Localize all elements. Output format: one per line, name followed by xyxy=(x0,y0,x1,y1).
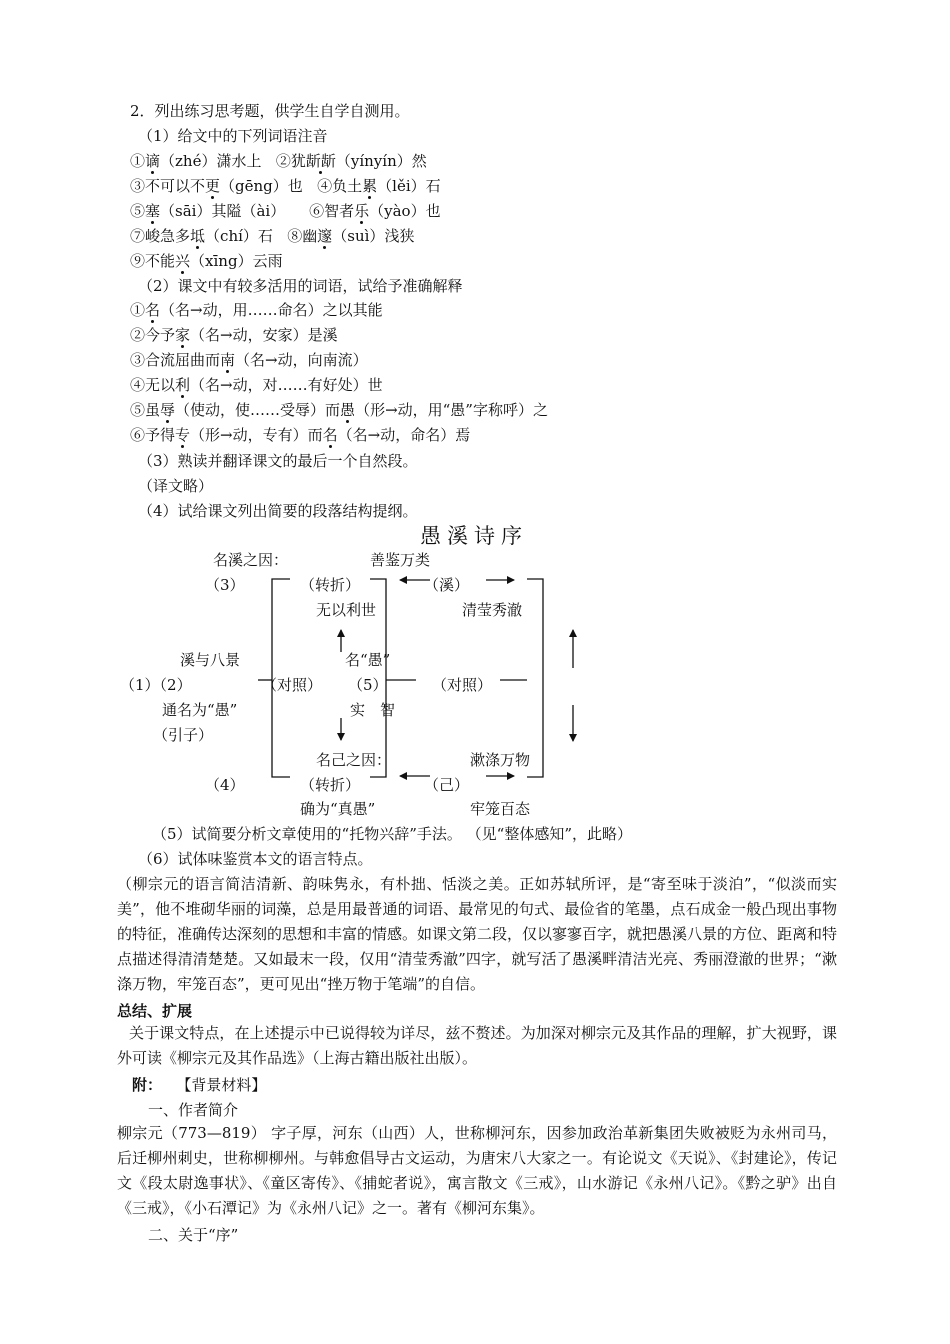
label-contrast-left: （对照） xyxy=(262,676,323,694)
pinyin-line-5: ⑨不能兴（xīng）云雨 xyxy=(130,252,283,270)
question-2-heading: 2．列出练习思考题，供学生自学自测用。 xyxy=(130,102,410,120)
label-turn-top: （转折） xyxy=(300,576,361,594)
usage-line-6: ⑥予得专（形→动，专有）而名（名→动，命名）焉 xyxy=(130,426,471,444)
label-named-yu: 名“愚” xyxy=(345,651,391,669)
section-preface-heading: 二、关于“序” xyxy=(148,1226,239,1244)
usage-line-4: ④无以利（名→动，对……有好处）世 xyxy=(130,376,383,394)
label-turn-bottom: （转折） xyxy=(300,776,361,794)
author-paragraph: 柳宗元（773—819） 字子厚，河东（山西）人，世称柳河东，因参加政治革新集团失败被贬为永州司马，后迁柳州刺史，世称柳柳州。与韩愈倡导古文运动，为唐宋八大家之一。有论说文《天说》、《封建论》，传记文《段太尉逸事状》、《童区寄传》、《捕蛇者说》，寓言散文《三戒》，山水游记《永州八记》。《黔之驴》出自《三戒》，《小石潭记》为《永州八记》之一。著有《柳河东集》。 xyxy=(117,1124,837,1217)
label-wash-all: 漱涤万物 xyxy=(470,751,531,769)
usage-line-2: ②今予家（名→动，安家）是溪 xyxy=(130,326,338,344)
pinyin-line-4: ⑦峻急多坻（chí）石 ⑧幽邃（suì）浅狭 xyxy=(130,227,415,245)
language-analysis-paragraph: （柳宗元的语言简洁清新、韵味隽永，有朴拙、恬淡之美。正如苏轼所评，是“寄至味于淡泊”，“似淡而实美”，他不堆砌华丽的词藻，总是用最普通的词语、最常见的句式、最俭省的笔墨，点石成金一般凸现出事物的特征，准确传达深刻的思想和丰富的情感。如课文第二段，仅以寥寥百字，就把愚溪八景的方位、距离和特点描述得清清楚楚。又如最末一段，仅用“清莹秀澈”四字，就写活了愚溪畔清洁光亮、秀丽澄澈的世界；“漱涤万物，牢笼百态”，更可见出“挫万物于笔端”的自信。 xyxy=(117,875,838,993)
label-name-stream-reason: 名溪之因： xyxy=(213,551,289,569)
label-1-2: （1）（2） xyxy=(120,676,192,694)
question-2-4: （4）试给课文列出简要的段落结构提纲。 xyxy=(138,502,418,520)
label-common-name: 通名为“愚” xyxy=(162,701,238,719)
pinyin-line-3: ⑤塞（sāi）其隘（ài） ⑥智者乐（yào）也 xyxy=(130,202,441,220)
label-good-reflect: 善鉴万类 xyxy=(370,551,431,569)
label-5: （5） xyxy=(348,676,388,694)
label-stream-eight-views: 溪与八景 xyxy=(180,651,241,669)
label-name-self-reason: 名己之因： xyxy=(316,751,392,769)
label-3: （3） xyxy=(205,576,245,594)
pinyin-line-2: ③不可以不更（gēng）也 ④负土累（lěi）石 xyxy=(130,177,441,195)
diagram-title: 愚溪诗序 xyxy=(420,524,528,548)
label-intro: （引子） xyxy=(153,726,214,744)
usage-line-1: ①名（名→动，用……命名）之以其能 xyxy=(130,301,383,319)
label-contrast-right: （对照） xyxy=(432,676,493,694)
question-2-2: （2）课文中有较多活用的词语，试给予准确解释 xyxy=(138,277,463,295)
label-4: （4） xyxy=(205,776,245,794)
question-2-1: （1）给文中的下列词语注音 xyxy=(138,127,328,145)
label-no-benefit: 无以利世 xyxy=(316,601,377,619)
pinyin-line-1: ①谪（zhé）潇水上 ②犹龂龂（yínyín）然 xyxy=(130,152,427,170)
usage-line-3: ③合流屈曲而南（名→动，向南流） xyxy=(130,351,368,369)
usage-line-5: ⑤虽辱（使动，使……受辱）而愚（形→动，用“愚”字称呼）之 xyxy=(130,401,548,419)
summary-heading: 总结、扩展 xyxy=(117,1002,193,1020)
question-2-3: （3）熟读并翻译课文的最后一个自然段。 xyxy=(138,452,418,470)
label-clear-bright: 清莹秀澈 xyxy=(462,601,523,619)
label-real-wise: 实 智 xyxy=(350,701,396,719)
label-self: （己） xyxy=(424,776,470,794)
question-2-5: （5）试简要分析文章使用的“托物兴辞”手法。 （见“整体感知”，此略） xyxy=(152,825,632,843)
summary-paragraph: 关于课文特点，在上述提示中已说得较为详尽，兹不赘述。为加深对柳宗元及其作品的理解，扩大视野，课外可读《柳宗元及其作品选》（上海古籍出版社出版）。 xyxy=(117,1024,837,1067)
label-stream: （溪） xyxy=(424,576,470,594)
appendix-line: 附： 【背景材料】 xyxy=(132,1076,267,1094)
label-truly-foolish: 确为“真愚” xyxy=(300,800,376,818)
question-2-3-answer: （译文略） xyxy=(138,477,214,495)
label-cage-forms: 牢笼百态 xyxy=(470,800,531,818)
question-2-6: （6）试体味鉴赏本文的语言特点。 xyxy=(138,850,373,868)
section-author-heading: 一、作者简介 xyxy=(148,1101,239,1119)
